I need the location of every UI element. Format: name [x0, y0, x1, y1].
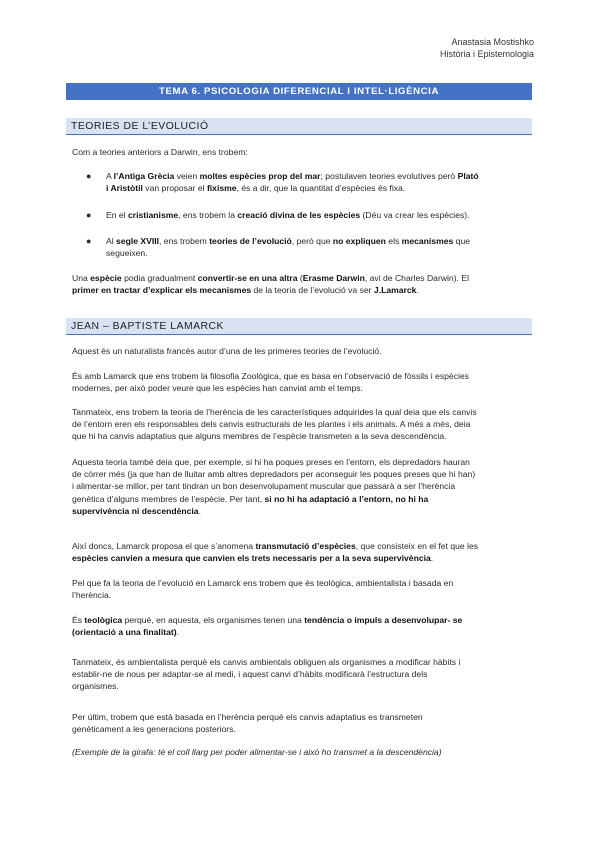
lamarck-p3: Tanmateix, ens trobem la teoria de l’herència de les característiques adquirides la qual deia que els canvis de l’entorn eren els responsables dels canvis estructurals de les plantes i els animals. A més a més, deia que hi ha canvis adaptatius que alguns membres de l’espècie transmeten a la seva descendència.: [72, 407, 477, 442]
lamarck-p4: Aquesta teoria també deia que, per exemple, si hi ha poques preses en l’entorn, els depredadors hauran de córrer més (ja que han de lluitar amb altres depredadors per aconseguir les poques preses que hi han) i alimentar-se millor, per tant tindran un bon desenvolupament muscular que passarà a ser l’herència genètica d’alguns membres de l’espècie. Per tant, si no hi ha adaptació a l’entorn, no hi ha supervivència ni descendència.: [72, 457, 476, 516]
document-header: [440, 36, 534, 60]
author-name: Anastasia Mostishko: [451, 37, 534, 47]
bullet-dot: ●: [86, 210, 92, 220]
bullet-greece: A l’Antiga Grècia veien moltes espècies prop del mar; postulaven teories evolutives però Plató i Aristòtil van proposar el fixisme, és a dir, que la quantitat d’espècies és fixa.: [106, 171, 479, 194]
lamarck-p6: Pel que fa la teoria de l’evolució en Lamarck ens trobem que és teològica, ambientalista i basada en l’herència.: [72, 578, 454, 601]
section-title-lamarck: JEAN – BAPTISTE LAMARCK: [66, 318, 532, 335]
lamarck-p8: Tanmateix, és ambientalista perquè els canvis ambientals obliguen als organismes a modificar hàbits i establir-ne de nous per adaptar-se al medi, i aquest canvi d’hàbits modificarà l’estructura dels organismes.: [72, 657, 461, 692]
lamarck-p1: Aquest és un naturalista francès autor d’una de les primeres teories de l’evolució.: [72, 346, 382, 356]
section-title-evolucio: TEORIES DE L’EVOLUCIÓ: [66, 118, 532, 135]
bullet-dot: ●: [86, 171, 92, 181]
bullet-xviii: Al segle XVIII, ens trobem teories de l’evolució, però que no expliquen els mecanismes que segueixen.: [106, 236, 471, 259]
lamarck-p7: És teològica perquè, en aquesta, els organismes tenen una tendència o impuls a desenvolupar- se (orientació a una finalitat).: [72, 615, 463, 638]
bullet-dot: ●: [86, 236, 92, 246]
lamarck-p5: Així doncs, Lamarck proposa el que s’anomena transmutació d’espècies, que consisteix en el fet que les espècies canvien a mesura que canvien els trets necessaris per a la seva supervivència.: [72, 541, 479, 564]
evolucio-intro: Com a teories anteriors a Darwin, ens trobem:: [72, 147, 248, 157]
subject-name: Història i Epistemologia: [439, 49, 534, 59]
evolucio-closing: Una espècie podia gradualment convertir-se en una altra (Erasme Darwin, avi de Charles Darwin). El primer en tractar d’explicar els mecanismes de la teoria de l’evolució va ser J.Lamarck.: [72, 273, 469, 296]
lamarck-example: (Exemple de la girafa: té el coll llarg per poder alimentar-se i això ho transmet a la descendència): [72, 747, 442, 757]
lamarck-p2: És amb Lamarck que ens trobem la filosofia Zoològica, que es basa en l’observació de fòssils i espècies modernes, per això poder veure que les espècies han canviat amb el temps.: [72, 371, 469, 394]
bullet-christianity: En el cristianisme, ens trobem la creació divina de les espècies (Déu va crear les espècies).: [106, 210, 470, 220]
lamarck-p9: Per últim, trobem que està basada en l’herència perquè els canvis adaptatius es transmeten genèticament a les generacions posteriors.: [72, 712, 423, 735]
topic-banner: TEMA 6. PSICOLOGIA DIFERENCIAL I INTEL·LIGÈNCIA: [66, 83, 532, 100]
